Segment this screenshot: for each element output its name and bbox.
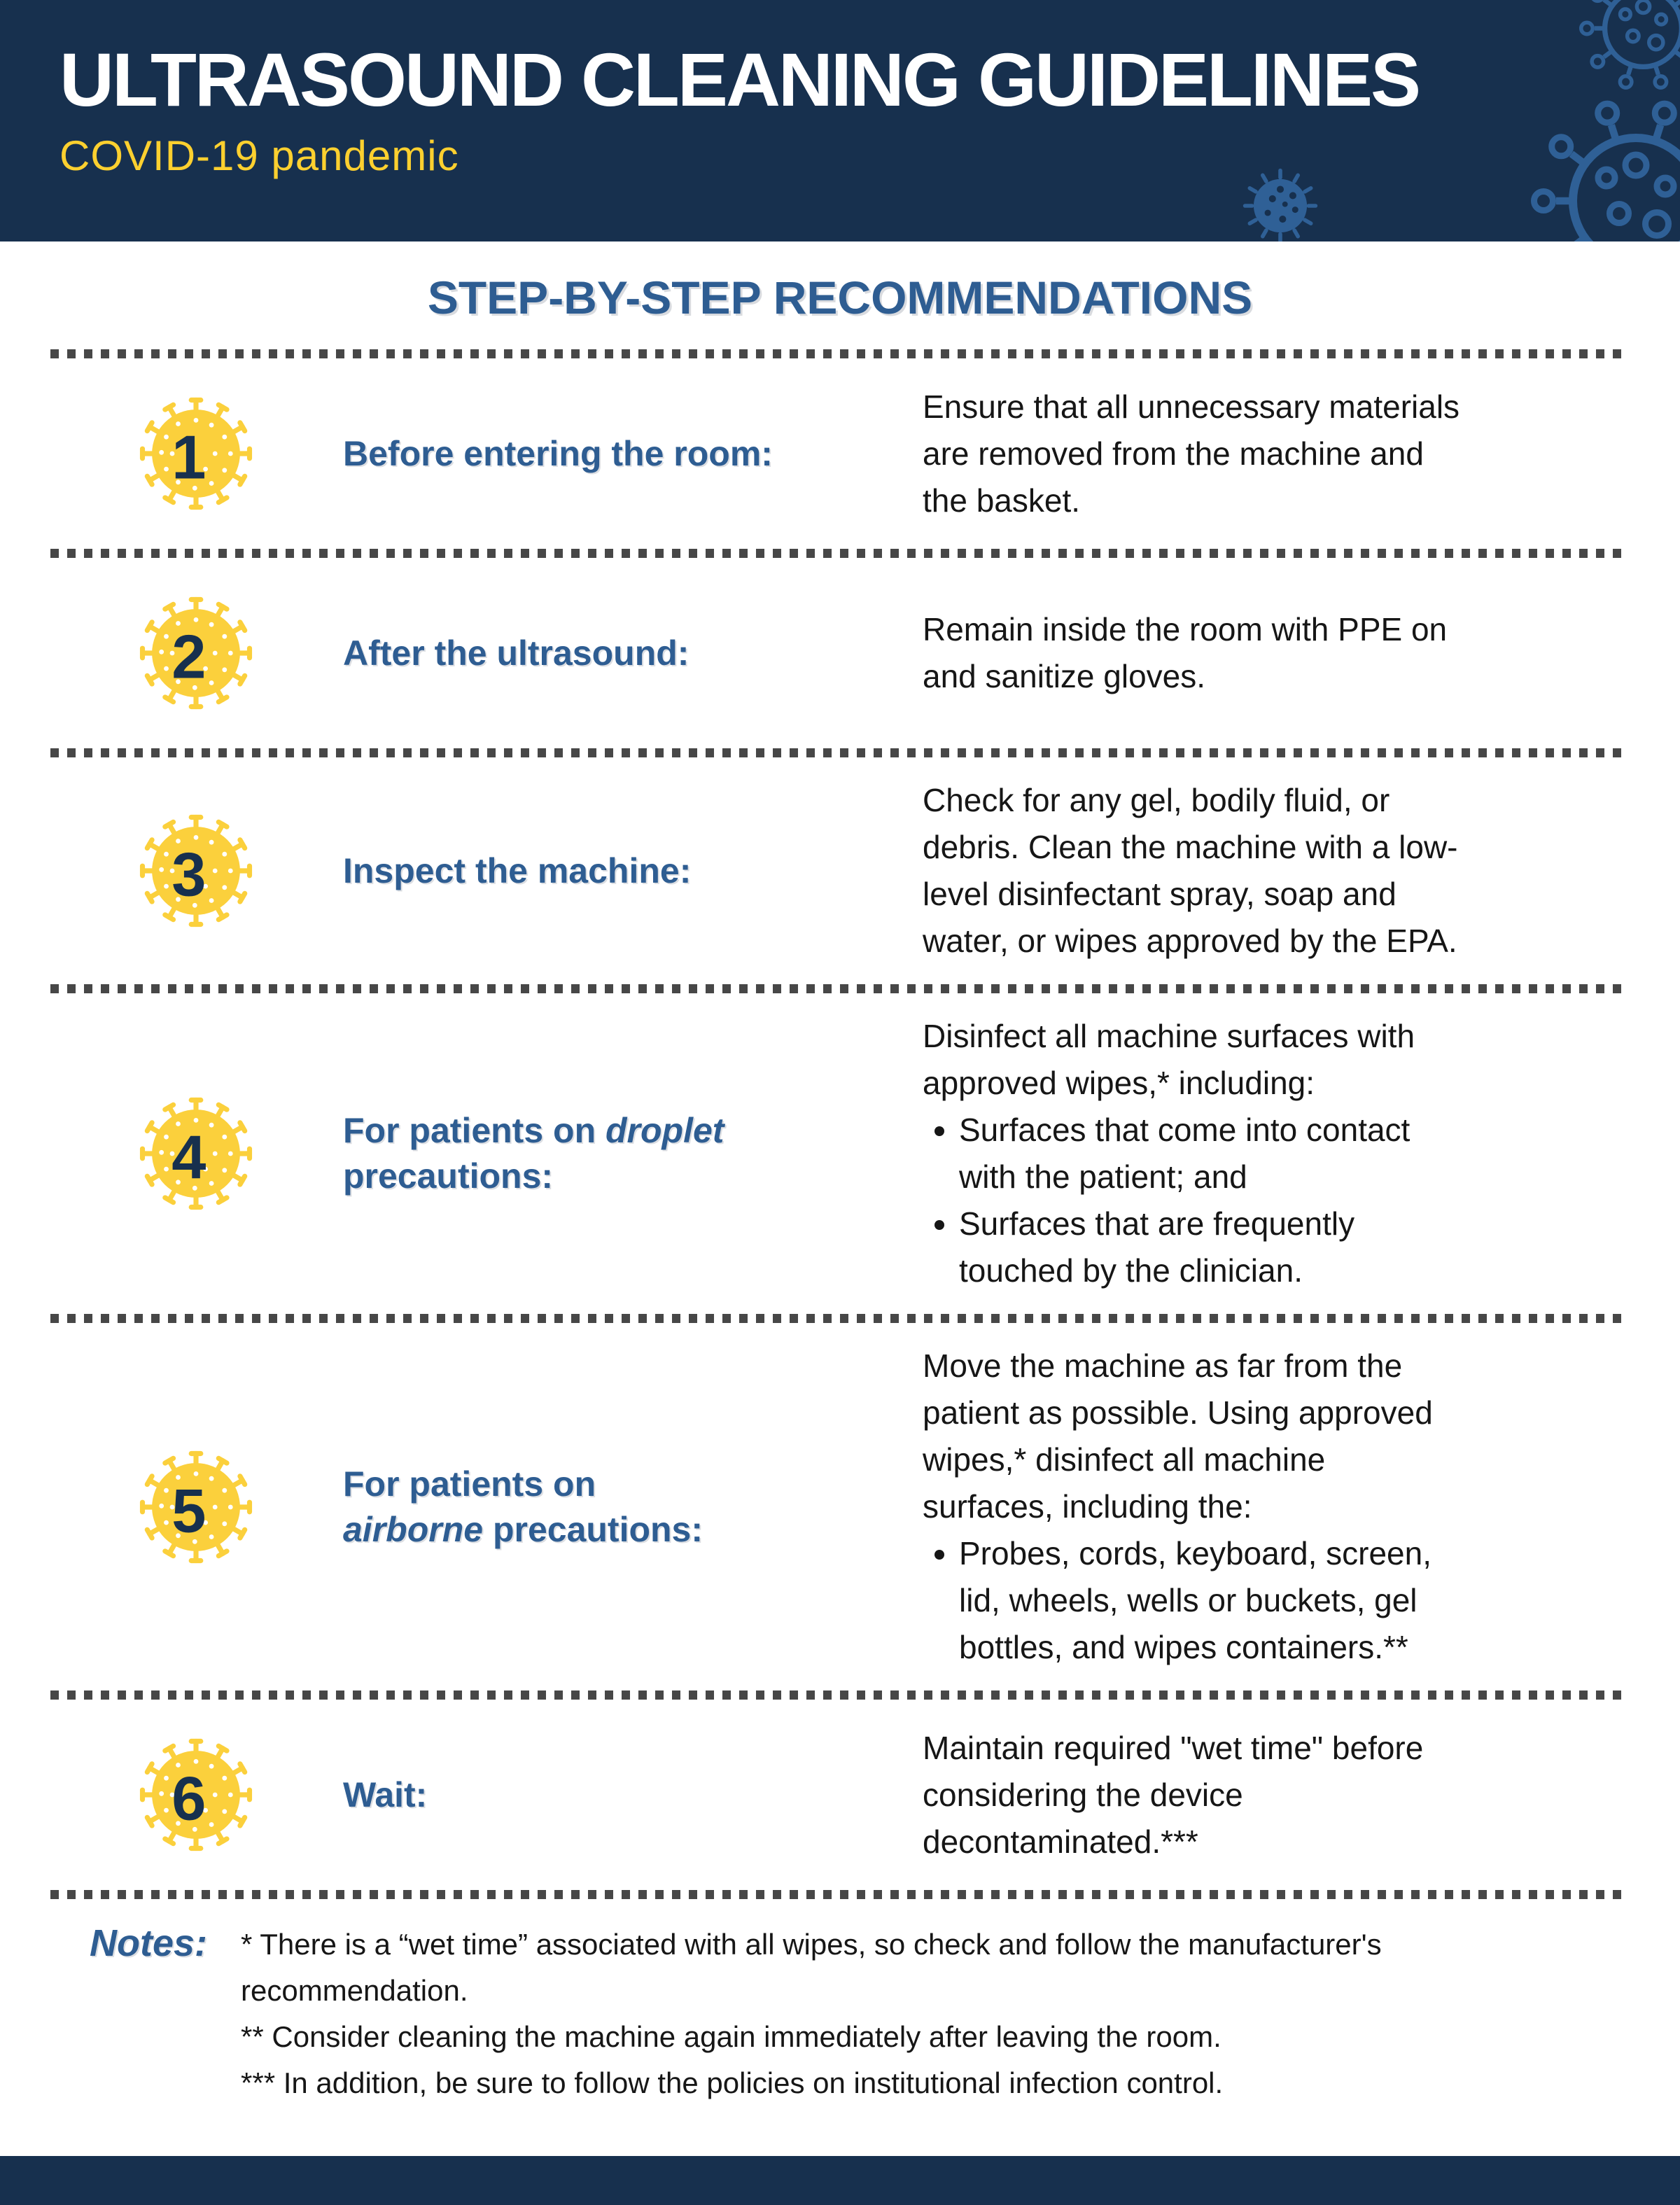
- step-1-title: [255, 431, 923, 477]
- step-row-2: [0, 558, 1680, 748]
- section-title: STEP-BY-STEP RECOMMENDATIONS: [427, 272, 1253, 323]
- step-1-virus-badge-icon: [136, 394, 255, 513]
- step-3-number: 3: [172, 839, 206, 909]
- step-3-description: [923, 777, 1462, 965]
- step-2-virus-badge-icon: [136, 594, 255, 713]
- step-2-description-text: Remain inside the room with PPE on and sanitize gloves.: [923, 611, 1448, 694]
- step-5-title-text: precautions:: [483, 1509, 704, 1549]
- step-4-bullet-list: [923, 1107, 1462, 1294]
- step-5-virus-badge-icon: [136, 1448, 255, 1567]
- step-4-description-text: Disinfect all machine surfaces with approved wipes,* including:: [923, 1018, 1415, 1101]
- step-4-description: [923, 1013, 1462, 1294]
- step-1-title-text: Before entering the room:: [343, 433, 773, 473]
- step-5-bullet: • Probes, cords, keyboard, screen, lid, wheels, wells or buckets, gel bottles, and wipes containers.**: [959, 1530, 1462, 1671]
- step-3-description-text: Check for any gel, bodily fluid, or debris. Clean the machine with a low-level disinfectant spray, soap and water, or wipes approved by the EPA.: [923, 782, 1458, 959]
- step-1-description-text: Ensure that all unnecessary materials are removed from the machine and the basket.: [923, 388, 1460, 519]
- step-3-title: [255, 848, 923, 894]
- notes-label: Notes:: [90, 1922, 208, 1964]
- step-5-description: [923, 1343, 1462, 1671]
- dashed-divider: [50, 1890, 1630, 1899]
- step-2-title-text: After the ultrasound:: [343, 633, 690, 673]
- step-2-title: [255, 631, 923, 676]
- dashed-divider: [50, 349, 1630, 358]
- step-5-title: [255, 1462, 923, 1553]
- step-4-title-italic: droplet: [606, 1111, 724, 1150]
- page-subtitle: COVID-19 pandemic: [59, 132, 459, 179]
- dashed-divider: [50, 549, 1630, 558]
- step-5-title-text: For patients on: [343, 1464, 596, 1504]
- step-5-number: 5: [172, 1476, 206, 1546]
- step-5-title-italic: airborne: [343, 1509, 484, 1549]
- header-banner: [0, 0, 1680, 241]
- notes-section: [0, 1899, 1680, 2134]
- step-4-virus-badge-icon: [136, 1094, 255, 1213]
- step-6-description-text: Maintain required "wet time" before considering the device decontaminated.***: [923, 1729, 1424, 1860]
- step-4-title: [255, 1108, 923, 1199]
- step-1-number: 1: [172, 422, 206, 492]
- page-title: ULTRASOUND CLEANING GUIDELINES: [59, 37, 1420, 122]
- step-4-bullet: • Surfaces that are frequently touched by the clinician.: [959, 1200, 1462, 1294]
- dashed-divider: [50, 748, 1630, 757]
- footer-bar: [0, 2156, 1680, 2205]
- step-row-3: [0, 757, 1680, 984]
- step-2-number: 2: [172, 622, 206, 692]
- step-4-bullet: • Surfaces that come into contact with the patient; and: [959, 1107, 1462, 1200]
- step-3-virus-badge-icon: [136, 811, 255, 930]
- step-row-5: [0, 1323, 1680, 1690]
- step-4-title-text: precautions:: [343, 1156, 554, 1196]
- step-5-bullet-list: [923, 1530, 1462, 1671]
- dashed-divider: [50, 984, 1630, 993]
- dashed-divider: [50, 1690, 1630, 1700]
- step-6-description: [923, 1725, 1462, 1865]
- step-5-description-text: Move the machine as far from the patient as possible. Using approved wipes,* disinfect all machine surfaces, including the:: [923, 1348, 1433, 1525]
- note-item: ** Consider cleaning the machine again immediately after leaving the room.: [241, 2020, 1222, 2053]
- content-area: [0, 241, 1680, 2156]
- note-item: * There is a “wet time” associated with all wipes, so check and follow the manufacturer's recommendation.: [241, 1928, 1382, 2007]
- step-6-number: 6: [172, 1763, 206, 1833]
- step-6-virus-badge-icon: [136, 1735, 255, 1854]
- step-row-1: [0, 358, 1680, 549]
- step-2-description: [923, 606, 1462, 700]
- notes-list: [241, 1921, 1515, 2106]
- step-row-6: [0, 1700, 1680, 1890]
- step-3-title-text: Inspect the machine:: [343, 850, 692, 890]
- step-6-title: [255, 1772, 923, 1818]
- note-item: *** In addition, be sure to follow the policies on institutional infection control.: [241, 2066, 1224, 2099]
- step-4-number: 4: [172, 1122, 206, 1192]
- dashed-divider: [50, 1314, 1630, 1323]
- step-6-title-text: Wait:: [343, 1774, 428, 1814]
- step-row-4: [0, 993, 1680, 1314]
- step-4-title-text: For patients on: [343, 1111, 606, 1150]
- step-1-description: [923, 384, 1462, 524]
